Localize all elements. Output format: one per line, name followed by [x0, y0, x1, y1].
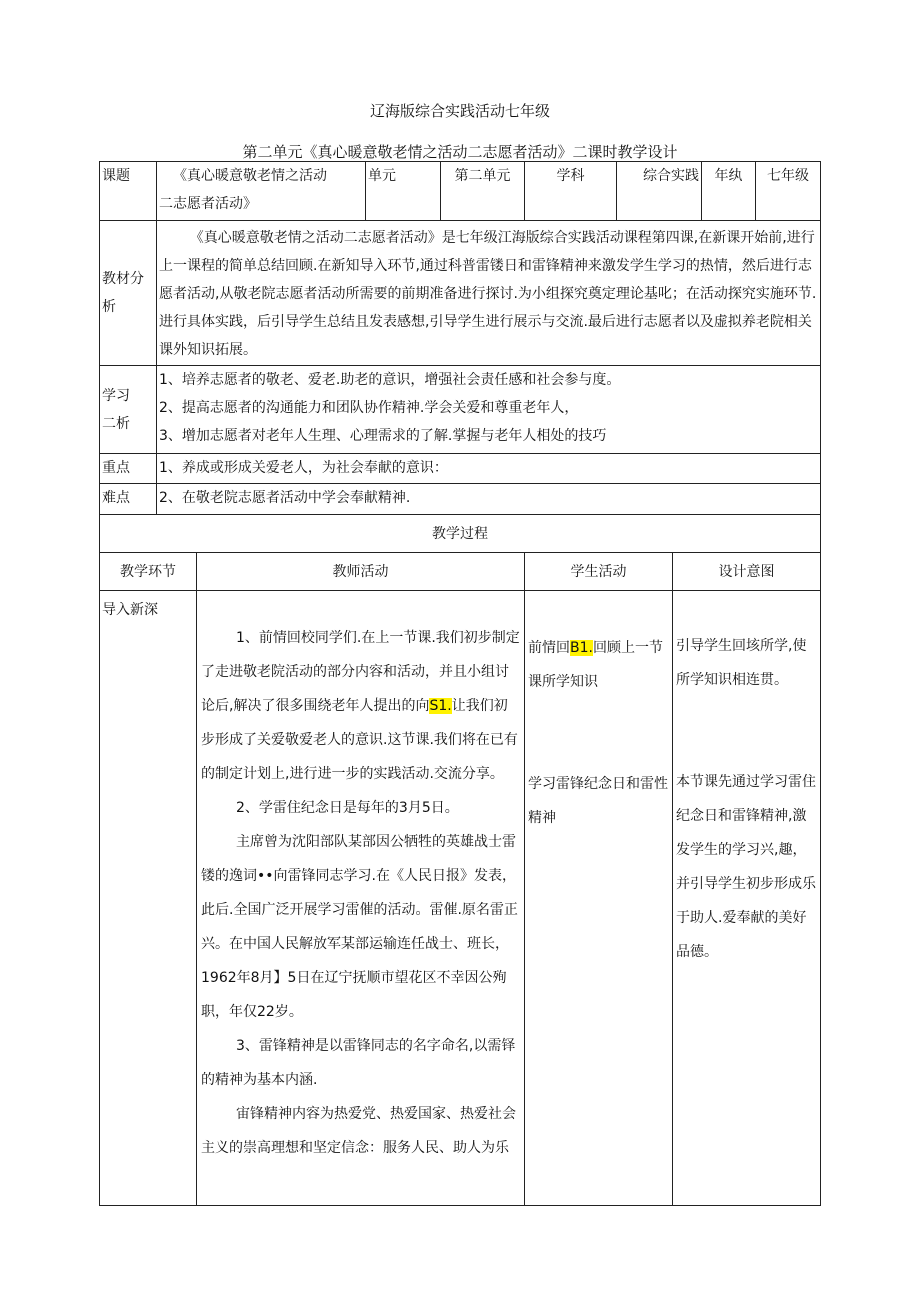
goals-label — [100, 366, 157, 454]
process-columns-row — [100, 553, 821, 591]
analysis-paragraph: 《真心暖意敬老情之活动二志愿者活动》是七年级江海版综合实践活动课程第四课,在新课开始前,进行上一课程的简单总结回顾.在新知导入环节,通过科普雷镂日和雷锋精神来激发学生学习的热情，然后进行志愿者活动,从敬老院志愿者活动所需要的前期准备进行探讨.为小组探究奠定理论基叱；在活动探究实施环节.进行具体实践，后引导学生总结且发表感想,引导学生进行展示与交流.最后进行志愿者以及虚拟养老院相关课外知识拓展。 — [159, 230, 817, 358]
highlight-mark: B1. — [570, 640, 593, 656]
process-heading: 教学过程 — [100, 515, 821, 553]
document-subtitle: 第二单元《真心暖意敬老情之活动二志愿者活动》二课时教学设计 — [242, 143, 678, 161]
difficulty-label: 难点 — [100, 484, 157, 515]
teacher-p4: 3、雷锋精神是以雷锋同志的名字命名,以需铎的精神为基本内涵. — [201, 1038, 516, 1088]
teacher-p5: 宙锋精神内容为热爱党、热爱国家、热爱社会主义的崇高理想和坚定信念：服务人民、助人为乐 — [201, 1106, 516, 1156]
student-item-2: 学习雷锋纪念日和雷性精神 — [528, 776, 668, 826]
teacher-p2: 2、学雷住纪念日是每年的3月5日。 — [236, 800, 459, 816]
col-stage-header: 教学环节 — [100, 553, 197, 591]
header-row — [100, 162, 821, 221]
col-intent-header: 设计意图 — [673, 553, 821, 591]
process-heading-row — [100, 515, 821, 553]
unit-label: 单元 — [366, 162, 441, 221]
process-content-row — [100, 591, 821, 1206]
teacher-p1: 1、前情回校同学们.在上一节课.我们初步制定了走进敬老院活动的部分内容和活动，并且小组讨论后,解决了很多围绕老年人提出的向S1.让我们初步形成了关爱敬爱老人的意识.这节课.我们将在已有的制定计划上,进行进一步的实践活动.交流分享。 — [201, 630, 520, 782]
subject-label: 学科 — [525, 162, 617, 221]
lesson-label: 课题 — [100, 162, 157, 221]
teacher-p3: 主席曾为沈阳部队某部因公牺牲的英雄战士雷镂的逸词••向雷锋同志学习.在《人民日报》发表，此后.全国广泛开展学习雷催的活动。雷催.原名雷正兴。在中国人民解放军某部运输连任战士、班长，1962年8月】5日在辽宁抚顺市望花区不幸因公殉职，年仅22岁。 — [201, 834, 518, 1020]
col-student-header: 学生活动 — [525, 553, 673, 591]
goal-item-3: 3、增加志愿者对老年人生理、心理需求的了解.掌握与老年人相处的技巧 — [159, 428, 607, 444]
design-intent-cell — [673, 591, 821, 1206]
key-point-text: 1、养成或形成关爱老人，为社会奉献的意识： — [157, 454, 821, 484]
subject-value: 综合实践 — [617, 162, 702, 221]
col-teacher-header: 教师活动 — [197, 553, 525, 591]
goals-list — [157, 366, 821, 454]
lesson-value-line1: 《真心暖意敬老情之活动 — [173, 168, 327, 184]
lesson-plan-table — [99, 161, 821, 1206]
unit-value: 第二单元 — [441, 162, 525, 221]
difficulty-row — [100, 484, 821, 515]
difficulty-text: 2、在敬老院志愿者活动中学会奉献精神. — [157, 484, 821, 515]
teacher-activity-cell — [197, 591, 525, 1206]
student-item-1: 前情回B1.回顾上一节课所学知识 — [528, 640, 663, 690]
stage-cell: 导入新深 — [100, 591, 197, 1206]
intent-item-2: 本节课先通过学习雷住纪念日和雷锋精神,激发学生的学习兴,趣，并引导学生初步形成乐于助人.爱奉献的美好品德。 — [676, 774, 816, 960]
key-point-row — [100, 454, 821, 484]
grade-value: 七年级 — [756, 162, 821, 221]
lesson-value — [157, 162, 366, 221]
goal-item-2: 2、提高志愿者的沟通能力和团队协作精神.学会关爱和尊重老年人， — [159, 400, 579, 416]
lesson-value-line2: 二志愿者活动》 — [159, 196, 257, 212]
key-point-label: 重点 — [100, 454, 157, 484]
goals-label-line1: 学习 — [102, 387, 130, 404]
analysis-text — [157, 221, 821, 366]
goals-row — [100, 366, 821, 454]
goal-item-1: 1、培养志愿者的敬老、爱老.助老的意识，增强社会责任感和社会参与度。 — [159, 372, 621, 388]
highlight-mark: S1. — [429, 698, 452, 714]
intent-item-1: 引导学生回垓所学,使所学知识相连贯。 — [676, 638, 807, 688]
goals-label-line2: 二析 — [102, 415, 130, 432]
student-activity-cell — [525, 591, 673, 1206]
grade-label: 年纨 — [702, 162, 756, 221]
analysis-label: 教材分析 — [100, 221, 157, 366]
document-title: 辽海版综合实践活动七年级 — [369, 102, 550, 120]
analysis-row — [100, 221, 821, 366]
